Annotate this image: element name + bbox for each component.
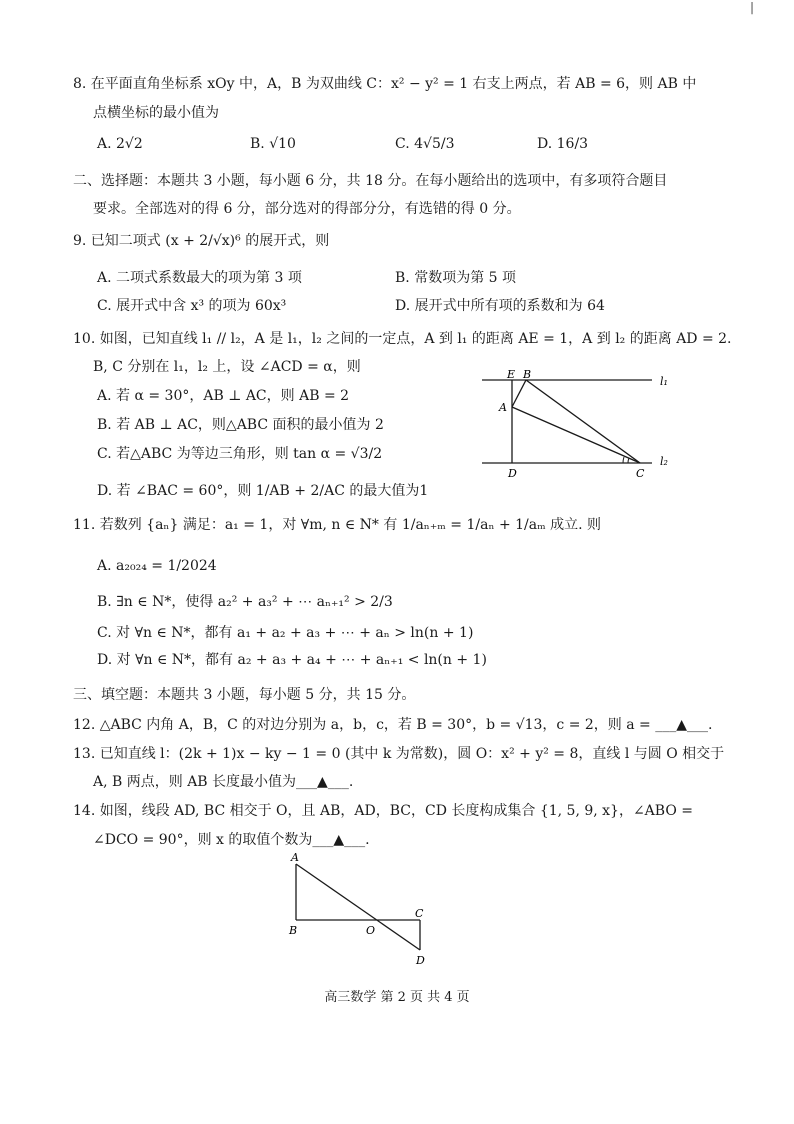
label-a: A [499, 401, 507, 414]
q14-line-2: ∠DCO = 90°，则 x 的取值个数为___▲___. [93, 832, 370, 848]
label-l2: l₂ [660, 455, 668, 468]
q13-line-1: 13. 已知直线 l：(2k + 1)x − ky − 1 = 0 (其中 k 为常数)，圆 O：x² + y² = 8，直线 l 与圆 O 相交于 [73, 746, 725, 762]
q14-line-1: 14. 如图，线段 AD, BC 相交于 O，且 AB，AD，BC，CD 长度构成集合 {1, 5, 9, x}，∠ABO = [73, 803, 693, 819]
q10-line-2: B, C 分别在 l₁，l₂ 上，设 ∠ACD = α，则 [93, 359, 361, 375]
q11-option-c: C. 对 ∀n ∈ N*，都有 a₁ + a₂ + a₃ + ⋯ + aₙ > ln(n + 1) [97, 625, 474, 641]
label-b: B [289, 924, 298, 937]
q11-option-b: B. ∃n ∈ N*，使得 a₂² + a₃² + ⋯ aₙ₊₁² > 2/3 [97, 594, 393, 610]
q10-option-b: B. 若 AB ⊥ AC，则△ABC 面积的最小值为 2 [97, 417, 384, 433]
q9-option-b: B. 常数项为第 5 项 [395, 270, 516, 286]
label-d: D [416, 954, 425, 967]
label-a: A [291, 851, 299, 864]
label-b: B [523, 368, 532, 381]
q8-option-b: B. √10 [250, 136, 296, 152]
q13-line-2: A, B 两点，则 AB 长度最小值为___▲___. [93, 774, 354, 790]
section-2-heading-line-2: 要求。全部选对的得 6 分，部分选对的得部分分，有选错的得 0 分。 [93, 201, 521, 217]
label-c: C [636, 467, 645, 480]
angle-arc [628, 458, 629, 463]
section-2-heading-line-1: 二、选择题：本题共 3 小题，每小题 6 分，共 18 分。在每小题给出的选项中，有多项符合题目 [73, 173, 668, 189]
label-c: C [415, 907, 424, 920]
q9-option-a: A. 二项式系数最大的项为第 3 项 [97, 270, 302, 286]
q12-text: 12. △ABC 内角 A，B，C 的对边分别为 a，b，c，若 B = 30°，b = √13，c = 2，则 a = ___▲___. [73, 717, 713, 733]
q10-option-a: A. 若 α = 30°，AB ⊥ AC，则 AB = 2 [97, 388, 350, 404]
q8-option-a: A. 2√2 [97, 136, 143, 152]
q11-option-a: A. a₂₀₂₄ = 1/2024 [97, 558, 217, 574]
q9-option-c: C. 展开式中含 x³ 的项为 60x³ [97, 298, 287, 314]
label-e: E [507, 368, 516, 381]
segment-ab [512, 380, 526, 407]
q14-figure [280, 848, 440, 970]
q8-option-d: D. 16/3 [537, 136, 589, 152]
q11-stem: 11. 若数列 {aₙ} 满足：a₁ = 1，对 ∀m, n ∈ N* 有 1/aₙ₊ₘ = 1/aₙ + 1/aₘ 成立. 则 [73, 517, 602, 533]
q11-option-d: D. 对 ∀n ∈ N*，都有 a₂ + a₃ + a₄ + ⋯ + aₙ₊₁ < ln(n + 1) [97, 652, 487, 668]
segment-bc [526, 380, 640, 463]
q10-figure [470, 365, 680, 483]
segment-ac [512, 407, 640, 463]
top-edge-mark: | [750, 0, 755, 14]
q9-option-d: D. 展开式中所有项的系数和为 64 [395, 298, 605, 314]
q9-stem: 9. 已知二项式 (x + 2/√x)⁶ 的展开式，则 [73, 233, 330, 249]
q10-line-1: 10. 如图，已知直线 l₁ // l₂，A 是 l₁，l₂ 之间的一定点，A 到 l₁ 的距离 AE = 1，A 到 l₂ 的距离 AD = 2. [73, 331, 732, 347]
q8-line-2: 点横坐标的最小值为 [93, 105, 219, 121]
section-3-heading: 三、填空题：本题共 3 小题，每小题 5 分，共 15 分。 [73, 687, 416, 703]
q8-line-1: 8. 在平面直角坐标系 xOy 中，A，B 为双曲线 C：x² − y² = 1 右支上两点，若 AB = 6，则 AB 中 [73, 76, 697, 92]
label-o: O [366, 924, 376, 937]
segment-ad [296, 864, 420, 950]
label-l1: l₁ [660, 375, 668, 388]
q10-option-c: C. 若△ABC 为等边三角形，则 tan α = √3/2 [97, 446, 383, 462]
q8-option-c: C. 4√5/3 [395, 136, 455, 152]
page-footer: 高三数学 第 2 页 共 4 页 [324, 990, 470, 1005]
q10-option-d: D. 若 ∠BAC = 60°，则 1/AB + 2/AC 的最大值为1 [97, 483, 429, 499]
label-d: D [508, 467, 517, 480]
angle-arc-outer [623, 457, 624, 463]
